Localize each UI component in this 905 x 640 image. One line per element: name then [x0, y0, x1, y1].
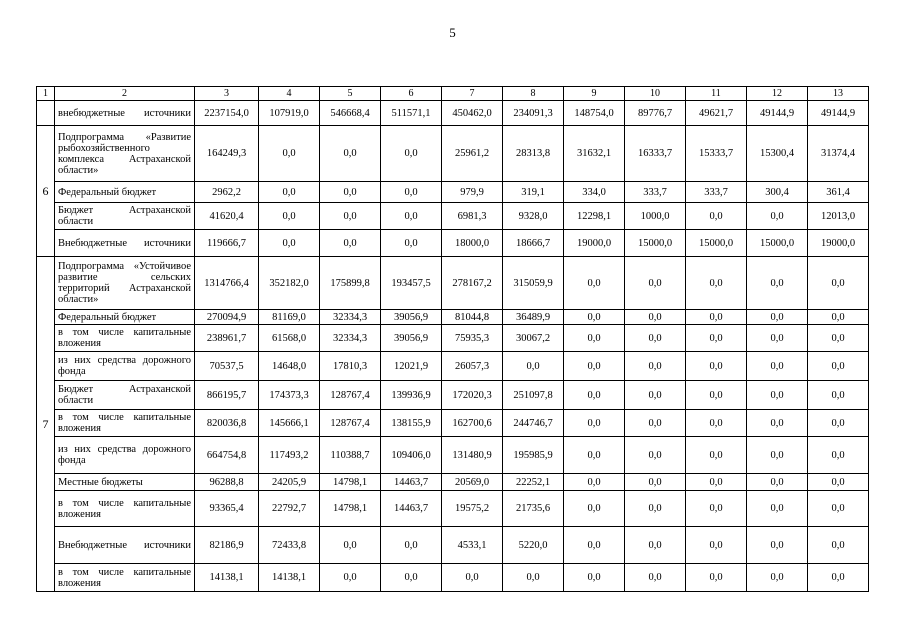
value-cell: 0,0: [686, 437, 747, 474]
value-cell: 119666,7: [195, 230, 259, 257]
row-label: Подпрограмма «Устойчивое развитие сельских территорий Астраханской области»: [55, 257, 195, 310]
value-cell: 82186,9: [195, 527, 259, 564]
value-cell: 12013,0: [808, 203, 869, 230]
value-cell: 107919,0: [259, 101, 320, 126]
value-cell: 15300,4: [747, 126, 808, 182]
value-cell: 0,0: [381, 564, 442, 592]
header-cell: 13: [808, 87, 869, 101]
value-cell: 14463,7: [381, 474, 442, 491]
header-cell: 9: [564, 87, 625, 101]
value-cell: 0,0: [747, 474, 808, 491]
value-cell: 30067,2: [503, 325, 564, 352]
value-cell: 0,0: [564, 564, 625, 592]
header-cell: 12: [747, 87, 808, 101]
value-cell: 31632,1: [564, 126, 625, 182]
page-number: 5: [449, 25, 456, 40]
value-cell: 0,0: [564, 257, 625, 310]
value-cell: 175899,8: [320, 257, 381, 310]
row-label: в том числе капитальные вложения: [55, 564, 195, 592]
value-cell: 0,0: [381, 203, 442, 230]
value-cell: 0,0: [686, 527, 747, 564]
header-cell: 8: [503, 87, 564, 101]
value-cell: 0,0: [381, 126, 442, 182]
value-cell: 145666,1: [259, 410, 320, 437]
value-cell: 333,7: [625, 182, 686, 203]
value-cell: 820036,8: [195, 410, 259, 437]
value-cell: 93365,4: [195, 491, 259, 527]
row-number-cell: 6: [37, 126, 55, 257]
value-cell: 0,0: [808, 491, 869, 527]
header-cell: 10: [625, 87, 686, 101]
value-cell: 162700,6: [442, 410, 503, 437]
table-row: [37, 527, 869, 564]
value-cell: 0,0: [259, 203, 320, 230]
value-cell: 319,1: [503, 182, 564, 203]
value-cell: 0,0: [625, 474, 686, 491]
value-cell: 131480,9: [442, 437, 503, 474]
value-cell: 14463,7: [381, 491, 442, 527]
table-row: [37, 257, 869, 310]
value-cell: 49621,7: [686, 101, 747, 126]
header-cell: 4: [259, 87, 320, 101]
value-cell: 22792,7: [259, 491, 320, 527]
table-row: [37, 203, 869, 230]
table-row: [37, 474, 869, 491]
value-cell: 2237154,0: [195, 101, 259, 126]
value-cell: 0,0: [564, 410, 625, 437]
value-cell: 25961,2: [442, 126, 503, 182]
value-cell: 0,0: [564, 491, 625, 527]
value-cell: 0,0: [808, 564, 869, 592]
value-cell: 0,0: [686, 203, 747, 230]
value-cell: 17810,3: [320, 352, 381, 381]
row-label: Бюджет Астраханской области: [55, 203, 195, 230]
value-cell: 19575,2: [442, 491, 503, 527]
row-number-cell: 7: [37, 257, 55, 592]
value-cell: 352182,0: [259, 257, 320, 310]
table-row: [37, 437, 869, 474]
row-label: Внебюджетные источники: [55, 230, 195, 257]
value-cell: 361,4: [808, 182, 869, 203]
row-label: в том числе капитальные вложения: [55, 410, 195, 437]
row-number-cell: [37, 101, 55, 126]
value-cell: 0,0: [747, 203, 808, 230]
value-cell: 128767,4: [320, 381, 381, 410]
value-cell: 172020,3: [442, 381, 503, 410]
value-cell: 22252,1: [503, 474, 564, 491]
value-cell: 15000,0: [686, 230, 747, 257]
value-cell: 0,0: [320, 126, 381, 182]
value-cell: 18000,0: [442, 230, 503, 257]
value-cell: 664754,8: [195, 437, 259, 474]
value-cell: 0,0: [381, 182, 442, 203]
value-cell: 0,0: [747, 352, 808, 381]
value-cell: 0,0: [564, 437, 625, 474]
value-cell: 0,0: [747, 564, 808, 592]
value-cell: 1000,0: [625, 203, 686, 230]
value-cell: 0,0: [686, 410, 747, 437]
row-label: внебюджетные источники: [55, 101, 195, 126]
value-cell: 9328,0: [503, 203, 564, 230]
value-cell: 0,0: [747, 325, 808, 352]
value-cell: 0,0: [625, 325, 686, 352]
value-cell: 19000,0: [564, 230, 625, 257]
value-cell: 450462,0: [442, 101, 503, 126]
header-cell: 5: [320, 87, 381, 101]
budget-table: [36, 86, 869, 592]
value-cell: 0,0: [686, 310, 747, 325]
value-cell: 0,0: [747, 437, 808, 474]
value-cell: 164249,3: [195, 126, 259, 182]
header-cell: 7: [442, 87, 503, 101]
row-label: Федеральный бюджет: [55, 310, 195, 325]
value-cell: 0,0: [503, 352, 564, 381]
table-row: [37, 410, 869, 437]
value-cell: 19000,0: [808, 230, 869, 257]
value-cell: 315059,9: [503, 257, 564, 310]
value-cell: 0,0: [259, 126, 320, 182]
value-cell: 334,0: [564, 182, 625, 203]
value-cell: 0,0: [808, 437, 869, 474]
value-cell: 0,0: [808, 325, 869, 352]
value-cell: 0,0: [808, 381, 869, 410]
value-cell: 174373,3: [259, 381, 320, 410]
row-label: из них средства дорожного фонда: [55, 352, 195, 381]
value-cell: 15000,0: [625, 230, 686, 257]
value-cell: 24205,9: [259, 474, 320, 491]
value-cell: 32334,3: [320, 310, 381, 325]
row-label: Внебюджетные источники: [55, 527, 195, 564]
table-row: [37, 126, 869, 182]
value-cell: 0,0: [320, 564, 381, 592]
header-cell: 11: [686, 87, 747, 101]
value-cell: 251097,8: [503, 381, 564, 410]
value-cell: 21735,6: [503, 491, 564, 527]
row-label: из них средства дорожного фонда: [55, 437, 195, 474]
value-cell: 300,4: [747, 182, 808, 203]
value-cell: 14648,0: [259, 352, 320, 381]
value-cell: 0,0: [564, 325, 625, 352]
table-row: [37, 381, 869, 410]
value-cell: 0,0: [625, 491, 686, 527]
row-label: Подпрограмма «Развитие рыбохозяйственного комплекса Астраханской области»: [55, 126, 195, 182]
value-cell: 0,0: [747, 257, 808, 310]
value-cell: 15333,7: [686, 126, 747, 182]
value-cell: 70537,5: [195, 352, 259, 381]
value-cell: 0,0: [564, 474, 625, 491]
table-row: [37, 182, 869, 203]
value-cell: 41620,4: [195, 203, 259, 230]
value-cell: 18666,7: [503, 230, 564, 257]
value-cell: 0,0: [686, 352, 747, 381]
value-cell: 6981,3: [442, 203, 503, 230]
table-row: [37, 230, 869, 257]
value-cell: 0,0: [503, 564, 564, 592]
value-cell: 0,0: [625, 437, 686, 474]
value-cell: 0,0: [686, 491, 747, 527]
value-cell: 0,0: [625, 527, 686, 564]
value-cell: 0,0: [564, 527, 625, 564]
value-cell: 89776,7: [625, 101, 686, 126]
value-cell: 0,0: [320, 527, 381, 564]
table-row: [37, 564, 869, 592]
header-cell: 3: [195, 87, 259, 101]
value-cell: 109406,0: [381, 437, 442, 474]
value-cell: 0,0: [625, 257, 686, 310]
row-label: Бюджет Астраханской области: [55, 381, 195, 410]
value-cell: 0,0: [320, 230, 381, 257]
table-row: [37, 101, 869, 126]
value-cell: 0,0: [625, 410, 686, 437]
value-cell: 139936,9: [381, 381, 442, 410]
value-cell: 0,0: [808, 257, 869, 310]
value-cell: 0,0: [686, 564, 747, 592]
value-cell: 0,0: [259, 230, 320, 257]
value-cell: 72433,8: [259, 527, 320, 564]
value-cell: 39056,9: [381, 325, 442, 352]
value-cell: 0,0: [747, 381, 808, 410]
header-cell: 1: [37, 87, 55, 101]
value-cell: 75935,3: [442, 325, 503, 352]
value-cell: 81044,8: [442, 310, 503, 325]
value-cell: 14798,1: [320, 474, 381, 491]
table-row: [37, 310, 869, 325]
value-cell: 148754,0: [564, 101, 625, 126]
table-row: [37, 325, 869, 352]
row-label: Федеральный бюджет: [55, 182, 195, 203]
value-cell: 0,0: [625, 310, 686, 325]
value-cell: 39056,9: [381, 310, 442, 325]
value-cell: 117493,2: [259, 437, 320, 474]
value-cell: 333,7: [686, 182, 747, 203]
value-cell: 20569,0: [442, 474, 503, 491]
value-cell: 14798,1: [320, 491, 381, 527]
value-cell: 0,0: [259, 182, 320, 203]
value-cell: 138155,9: [381, 410, 442, 437]
value-cell: 0,0: [808, 352, 869, 381]
value-cell: 0,0: [625, 564, 686, 592]
value-cell: 12298,1: [564, 203, 625, 230]
value-cell: 244746,7: [503, 410, 564, 437]
value-cell: 270094,9: [195, 310, 259, 325]
value-cell: 193457,5: [381, 257, 442, 310]
value-cell: 238961,7: [195, 325, 259, 352]
value-cell: 0,0: [686, 381, 747, 410]
value-cell: 0,0: [747, 310, 808, 325]
row-label: в том числе капитальные вложения: [55, 491, 195, 527]
value-cell: 0,0: [564, 352, 625, 381]
value-cell: 4533,1: [442, 527, 503, 564]
value-cell: 0,0: [686, 325, 747, 352]
value-cell: 96288,8: [195, 474, 259, 491]
value-cell: 0,0: [808, 527, 869, 564]
value-cell: 1314766,4: [195, 257, 259, 310]
value-cell: 128767,4: [320, 410, 381, 437]
value-cell: 15000,0: [747, 230, 808, 257]
row-label: Местные бюджеты: [55, 474, 195, 491]
value-cell: 32334,3: [320, 325, 381, 352]
value-cell: 2962,2: [195, 182, 259, 203]
value-cell: 14138,1: [259, 564, 320, 592]
value-cell: 49144,9: [808, 101, 869, 126]
row-label: в том числе капитальные вложения: [55, 325, 195, 352]
value-cell: 0,0: [320, 182, 381, 203]
value-cell: 14138,1: [195, 564, 259, 592]
value-cell: 110388,7: [320, 437, 381, 474]
value-cell: 0,0: [442, 564, 503, 592]
value-cell: 0,0: [808, 410, 869, 437]
value-cell: 26057,3: [442, 352, 503, 381]
value-cell: 49144,9: [747, 101, 808, 126]
value-cell: 81169,0: [259, 310, 320, 325]
value-cell: 0,0: [625, 352, 686, 381]
value-cell: 0,0: [686, 257, 747, 310]
value-cell: 0,0: [381, 527, 442, 564]
value-cell: 0,0: [564, 310, 625, 325]
value-cell: 0,0: [747, 491, 808, 527]
value-cell: 546668,4: [320, 101, 381, 126]
header-cell: 6: [381, 87, 442, 101]
header-row: [37, 87, 869, 101]
value-cell: 0,0: [564, 381, 625, 410]
value-cell: 979,9: [442, 182, 503, 203]
value-cell: 0,0: [625, 381, 686, 410]
value-cell: 511571,1: [381, 101, 442, 126]
value-cell: 36489,9: [503, 310, 564, 325]
value-cell: 12021,9: [381, 352, 442, 381]
table-row: [37, 352, 869, 381]
value-cell: 0,0: [747, 527, 808, 564]
value-cell: 0,0: [320, 203, 381, 230]
value-cell: 61568,0: [259, 325, 320, 352]
header-cell: 2: [55, 87, 195, 101]
value-cell: 0,0: [686, 474, 747, 491]
value-cell: 5220,0: [503, 527, 564, 564]
value-cell: 234091,3: [503, 101, 564, 126]
value-cell: 0,0: [747, 410, 808, 437]
value-cell: 195985,9: [503, 437, 564, 474]
value-cell: 16333,7: [625, 126, 686, 182]
value-cell: 31374,4: [808, 126, 869, 182]
value-cell: 0,0: [808, 474, 869, 491]
value-cell: 0,0: [381, 230, 442, 257]
value-cell: 0,0: [808, 310, 869, 325]
value-cell: 278167,2: [442, 257, 503, 310]
table-row: [37, 491, 869, 527]
value-cell: 866195,7: [195, 381, 259, 410]
value-cell: 28313,8: [503, 126, 564, 182]
